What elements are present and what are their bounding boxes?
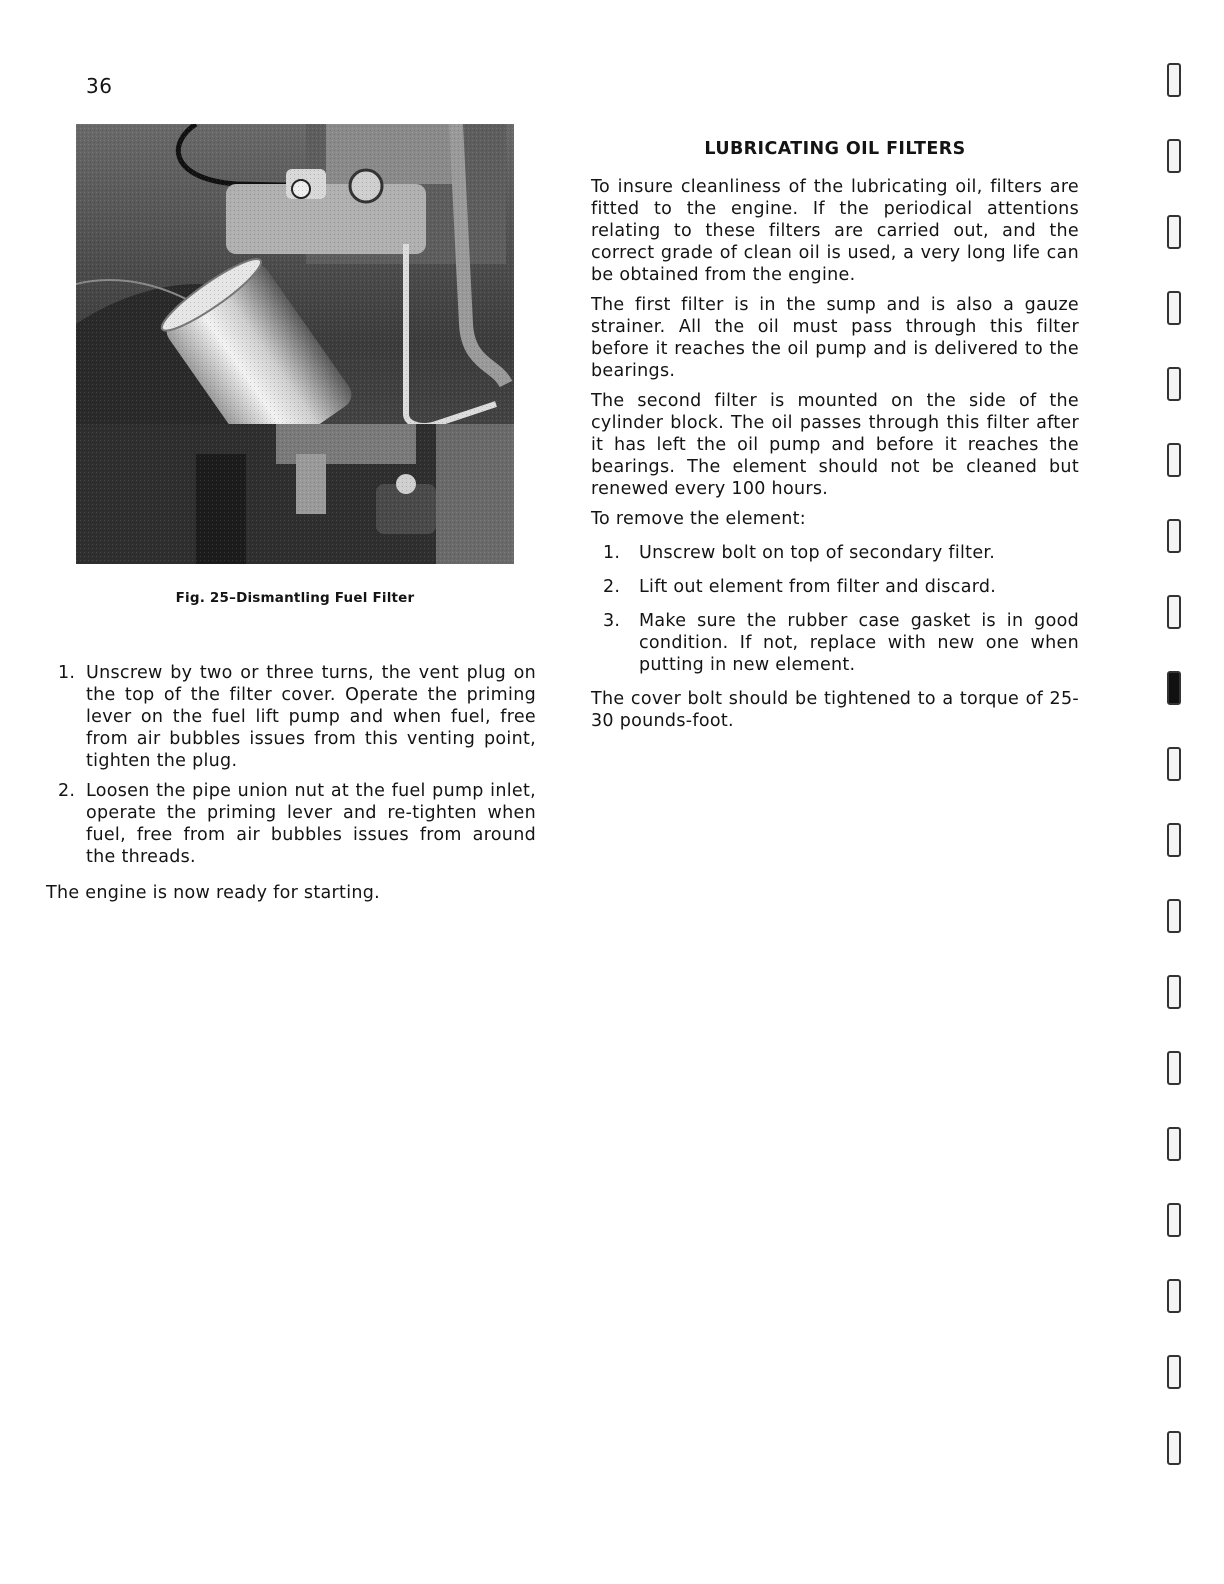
binding-holes-illustration	[1160, 60, 1190, 1580]
list-item	[46, 662, 536, 772]
left-column	[46, 662, 536, 912]
binding-hole	[1168, 748, 1180, 780]
bleeding-steps-list	[46, 662, 536, 868]
binding-hole	[1168, 520, 1180, 552]
binding-hole	[1168, 1356, 1180, 1388]
step-number: 1.	[603, 543, 621, 563]
paragraph: The first filter is in the sump and is also a gauze strainer. All the oil must pass through this filter before it reaches the oil pump and is delivered to the bearings.	[591, 295, 1079, 381]
binding-hole	[1168, 368, 1180, 400]
binding-hole	[1168, 444, 1180, 476]
step-number: 2.	[603, 577, 621, 597]
list-item	[46, 780, 536, 868]
paragraph: The second filter is mounted on the side of the cylinder block. The oil passes through this filter after it has left the oil pump and before it reaches the bearings. The element should not be cleaned but renewed every 100 hours.	[591, 391, 1079, 499]
step-number: 2.	[58, 781, 76, 801]
binding-hole	[1168, 216, 1180, 248]
binding-hole	[1168, 1280, 1180, 1312]
binding-edge	[1160, 60, 1190, 1580]
section-heading: LUBRICATING OIL FILTERS	[704, 139, 966, 159]
binding-hole	[1168, 64, 1180, 96]
right-column	[591, 138, 1079, 740]
page-number: 36	[86, 74, 113, 98]
binding-hole	[1168, 1052, 1180, 1084]
step-number: 3.	[603, 611, 621, 631]
binding-hole	[1168, 596, 1180, 628]
binding-hole	[1168, 292, 1180, 324]
ready-statement: The engine is now ready for starting.	[46, 883, 381, 903]
step-number: 1.	[58, 663, 76, 683]
step-text: Unscrew bolt on top of secondary filter.	[639, 543, 996, 563]
binding-hole	[1168, 672, 1180, 704]
list-item	[591, 542, 1079, 564]
step-text: Lift out element from filter and discard.	[639, 577, 997, 597]
binding-hole	[1168, 140, 1180, 172]
step-text: Make sure the rubber case gasket is in good condition. If not, replace with new one when putting in new element.	[639, 611, 1079, 675]
step-text: Unscrew by two or three turns, the vent plug on the top of the filter cover. Operate the priming lever on the fuel lift pump and when fuel, free from air bubbles issues from this venting point, tighten the plug.	[86, 663, 536, 771]
binding-hole	[1168, 1432, 1180, 1464]
binding-hole	[1168, 1128, 1180, 1160]
binding-hole	[1168, 1204, 1180, 1236]
list-item	[591, 610, 1079, 676]
binding-hole	[1168, 900, 1180, 932]
engine-photo-illustration	[76, 124, 514, 564]
binding-hole	[1168, 976, 1180, 1008]
element-removal-steps-list	[591, 542, 1079, 676]
paragraph: To insure cleanliness of the lubricating oil, filters are fitted to the engine. If the periodical attentions relating to these filters are carried out, and the correct grade of clean oil is used, a very long life can be obtained from the engine.	[591, 177, 1079, 285]
torque-statement: The cover bolt should be tightened to a torque of 25-30 pounds-foot.	[591, 689, 1079, 731]
figure-caption: Fig. 25–Dismantling Fuel Filter	[175, 590, 415, 606]
list-item	[591, 576, 1079, 598]
binding-hole	[1168, 824, 1180, 856]
figure-photo	[76, 124, 514, 564]
steps-intro: To remove the element:	[591, 509, 806, 529]
step-text: Loosen the pipe union nut at the fuel pump inlet, operate the priming lever and re-tighten when fuel, free from air bubbles issues from around the threads.	[86, 781, 536, 867]
